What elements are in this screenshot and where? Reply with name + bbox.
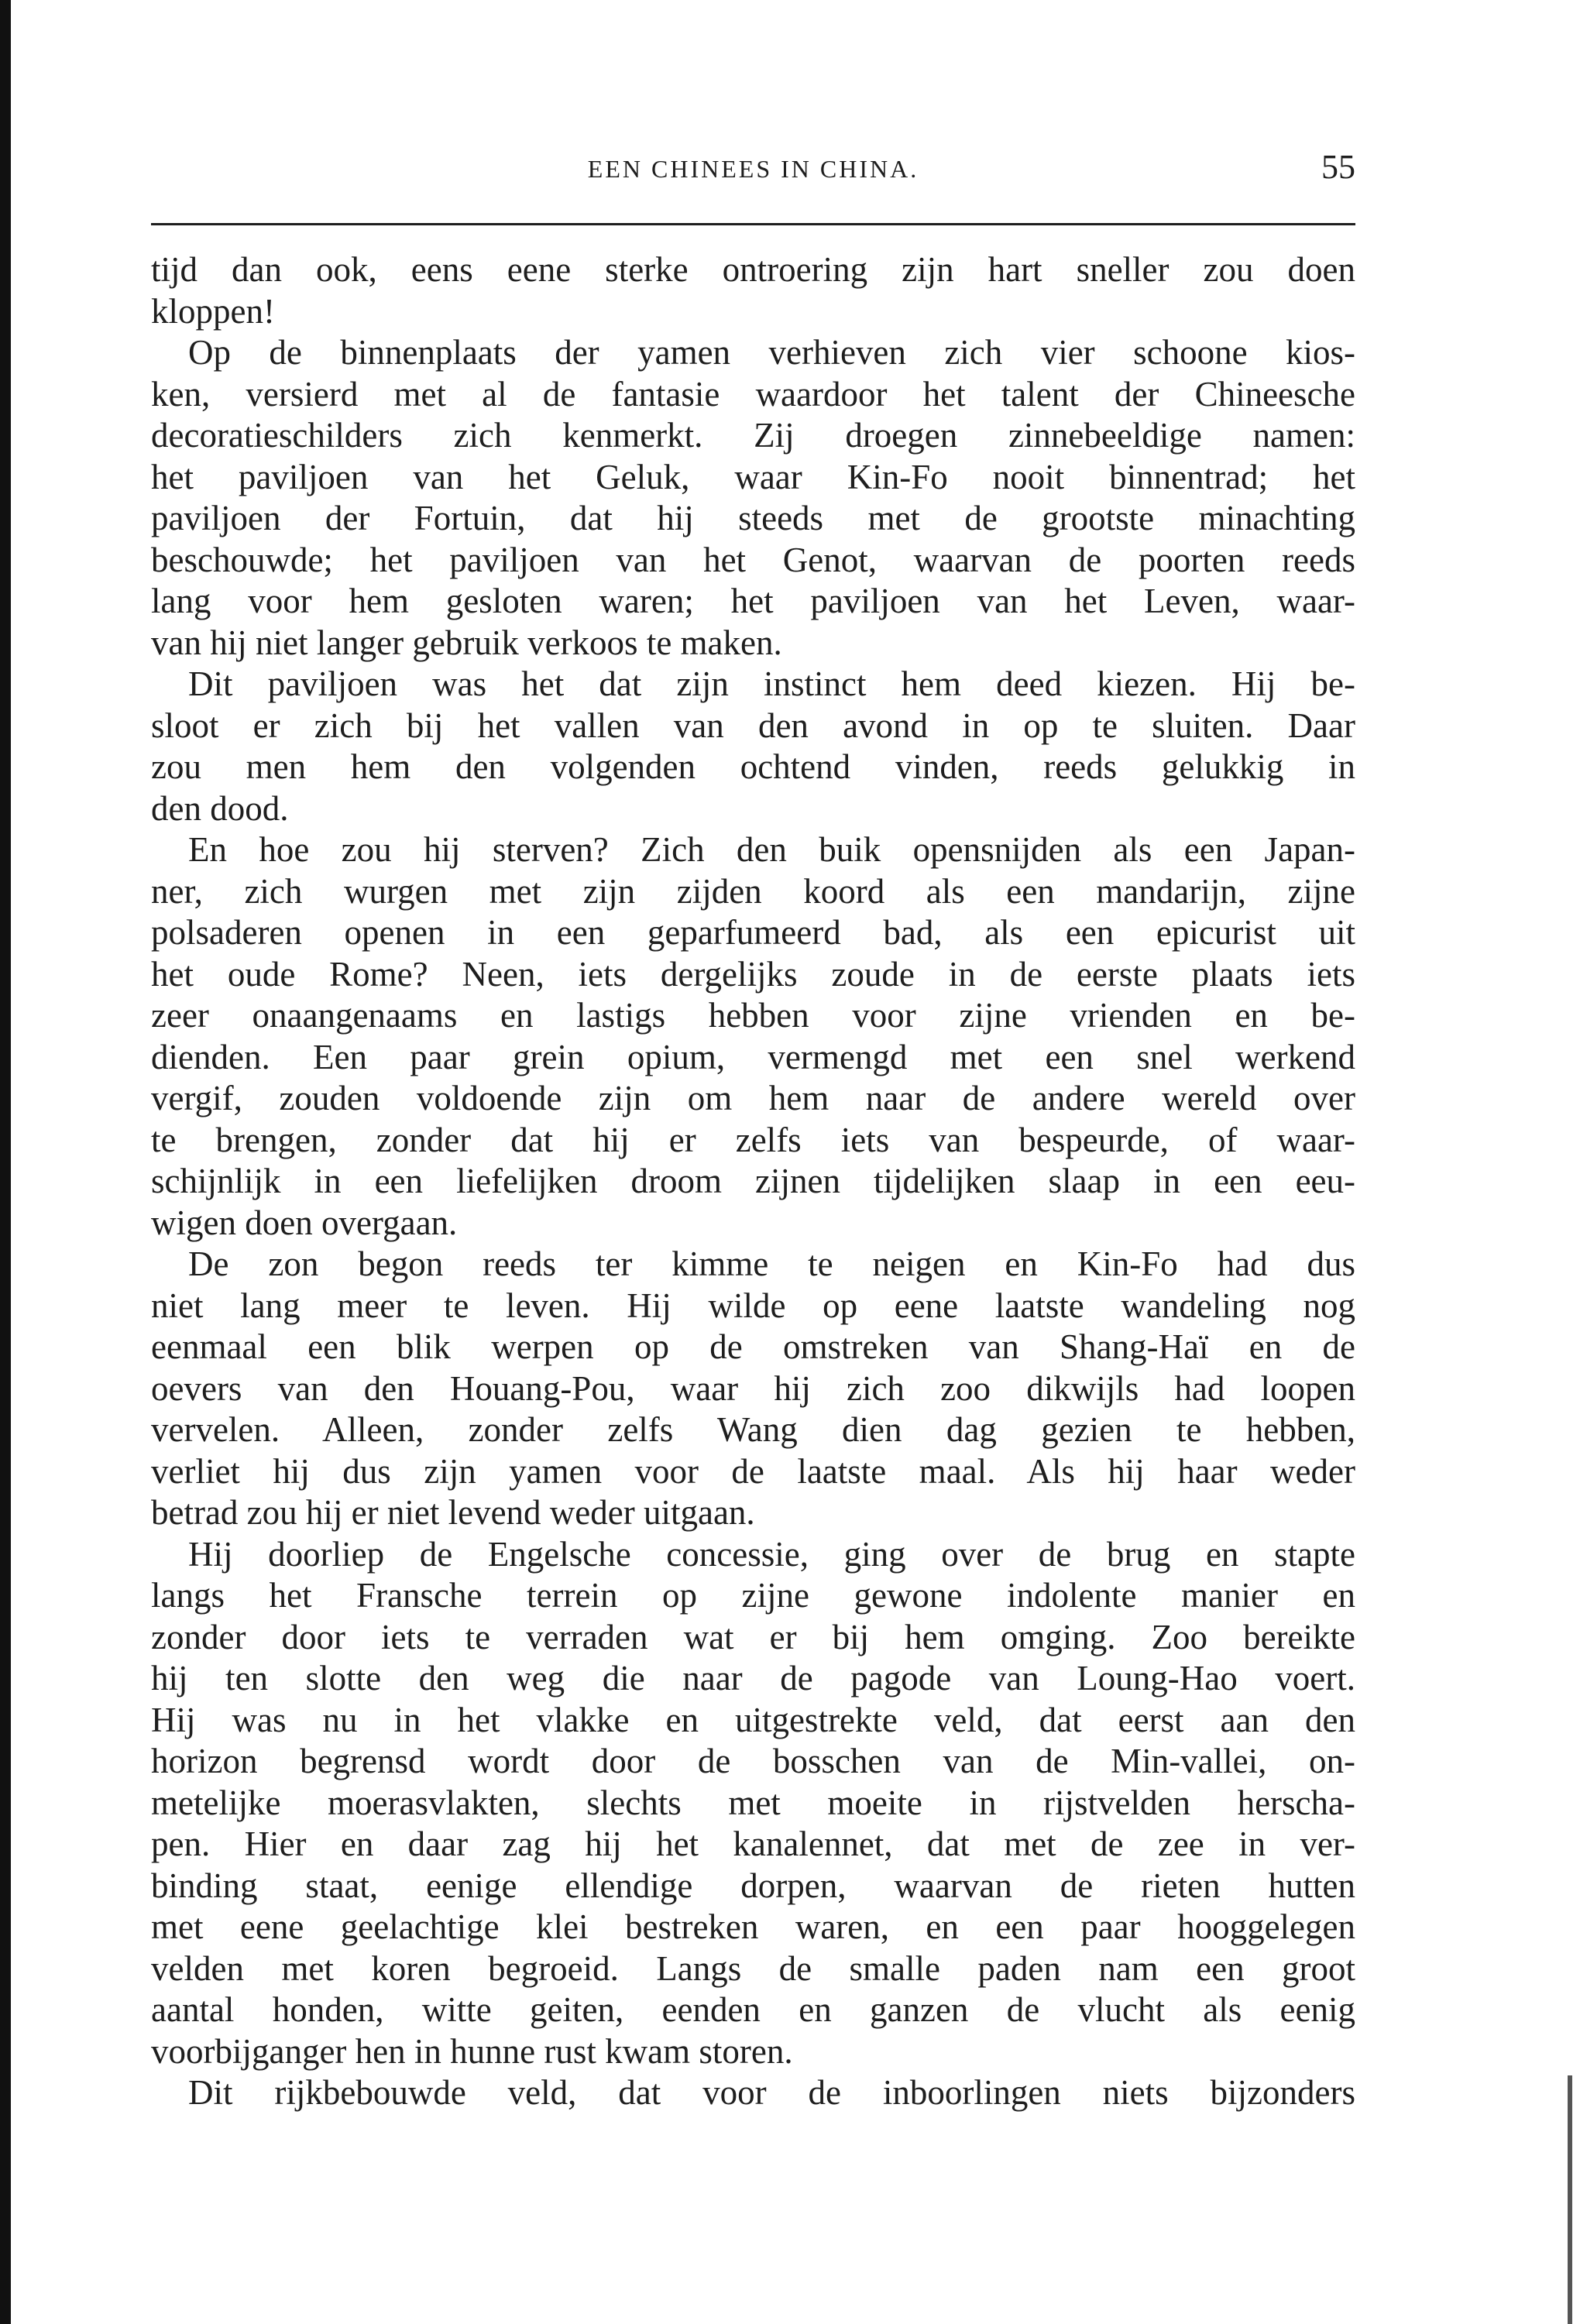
text-line: Op de binnenplaats der yamen verhieven zich vier schoone kios- — [188, 333, 1355, 372]
text-line: polsaderen openen in een geparfumeerd bad, als een epicurist uit — [151, 913, 1355, 952]
text-line: ken, versierd met al de fantasie waardoor het talent der Chineesche — [151, 374, 1355, 414]
text-line: Hij doorliep de Engelsche concessie, ging over de brug en stapte — [188, 1534, 1355, 1574]
text-line: paviljoen der Fortuin, dat hij steeds met de grootste minachting — [151, 499, 1355, 537]
text-line: het paviljoen van het Geluk, waar Kin-Fo nooit binnentrad; het — [151, 457, 1355, 496]
text-line: pen. Hier en daar zag hij het kanalennet, dat met de zee in ver- — [151, 1825, 1355, 1863]
text-line: langs het Fransche terrein op zijne gewone indolente manier en — [151, 1576, 1355, 1615]
body-text — [151, 249, 1355, 2114]
text-line: kloppen! — [151, 291, 275, 331]
text-line: schijnlijk in een liefelijken droom zijnen tijdelijken slaap in een eeu- — [151, 1162, 1355, 1200]
text-line: vergif, zouden voldoende zijn om hem naar de andere wereld over — [151, 1079, 1355, 1117]
text-line: oevers van den Houang-Pou, waar hij zich zoo dikwijls had loopen — [151, 1368, 1355, 1408]
text-line: metelijke moerasvlakten, slechts met moeite in rijstvelden herscha- — [151, 1783, 1355, 1822]
text-line: wigen doen overgaan. — [151, 1203, 458, 1242]
text-line: De zon begon reeds ter kimme te neigen en Kin-Fo had dus — [188, 1244, 1355, 1283]
text-line: voorbijganger hen in hunne rust kwam storen. — [151, 2031, 793, 2071]
text-line: binding staat, eenige ellendige dorpen, waarvan de rieten hutten — [151, 1866, 1355, 1905]
text-line: eenmaal een blik werpen op de omstreken van Shang-Haï en de — [151, 1327, 1355, 1366]
page-number: 55 — [1321, 148, 1355, 186]
text-line: aantal honden, witte geiten, eenden en ganzen de vlucht als eenig — [151, 1990, 1355, 2029]
running-title: EEN CHINEES IN CHINA. — [587, 155, 919, 183]
header-rule — [151, 223, 1355, 225]
text-line: Dit rijkbebouwde veld, dat voor de inboorlingen niets bijzonders — [188, 2073, 1355, 2112]
text-line: velden met koren begroeid. Langs de smalle paden nam een groot — [151, 1948, 1355, 1988]
text-line: Dit paviljoen was het dat zijn instinct hem deed kiezen. Hij be- — [188, 664, 1355, 703]
running-header — [151, 147, 1355, 201]
text-line: betrad zou hij er niet levend weder uitgaan. — [151, 1493, 755, 1532]
scan-border — [0, 0, 11, 2324]
text-line: zonder door iets te verraden wat er bij hem omging. Zoo bereikte — [151, 1617, 1355, 1656]
text-line: sloot er zich bij het vallen van den avond in op te sluiten. Daar — [151, 705, 1355, 745]
text-line: niet lang meer te leven. Hij wilde op eene laatste wandeling nog — [151, 1286, 1355, 1325]
text-line: Hij was nu in het vlakke en uitgestrekte veld, dat eerst aan den — [151, 1700, 1355, 1739]
text-line: van hij niet langer gebruik verkoos te maken. — [151, 623, 782, 662]
text-line: den dood. — [151, 788, 289, 828]
text-line: tijd dan ook, eens eene sterke ontroering zijn hart sneller zou doen — [151, 250, 1355, 289]
text-line: dienden. Een paar grein opium, vermengd met een snel werkend — [151, 1037, 1355, 1076]
text-line: En hoe zou hij sterven? Zich den buik opensnijden als een Japan- — [188, 830, 1355, 869]
text-line: met eene geelachtige klei bestreken waren, en een paar hooggelegen — [151, 1907, 1355, 1946]
text-line: horizon begrensd wordt door de bosschen van de Min-vallei, on- — [151, 1742, 1355, 1780]
text-line: hij ten slotte den weg die naar de pagode van Loung-Hao voert. — [151, 1659, 1355, 1698]
text-line: lang voor hem gesloten waren; het paviljoen van het Leven, waar- — [151, 582, 1355, 620]
text-line: vervelen. Alleen, zonder zelfs Wang dien dag gezien te hebben, — [151, 1410, 1355, 1449]
text-line: beschouwde; het paviljoen van het Genot, waarvan de poorten reeds — [151, 540, 1355, 579]
text-line: zeer onaangenaams en lastigs hebben voor zijne vrienden en be- — [151, 996, 1355, 1035]
text-line: ner, zich wurgen met zijn zijden koord als een mandarijn, zijne — [151, 871, 1355, 911]
text-line: het oude Rome? Neen, iets dergelijks zoude in de eerste plaats iets — [151, 954, 1355, 994]
text-line: verliet hij dus zijn yamen voor de laatste maal. Als hij haar weder — [151, 1451, 1355, 1491]
text-line: decoratieschilders zich kenmerkt. Zij droegen zinnebeeldige namen: — [151, 416, 1355, 455]
scan-border-right — [1568, 2075, 1572, 2324]
text-line: zou men hem den volgenden ochtend vinden, reeds gelukkig in — [151, 747, 1355, 786]
text-line: te brengen, zonder dat hij er zelfs iets van bespeurde, of waar- — [151, 1120, 1355, 1159]
